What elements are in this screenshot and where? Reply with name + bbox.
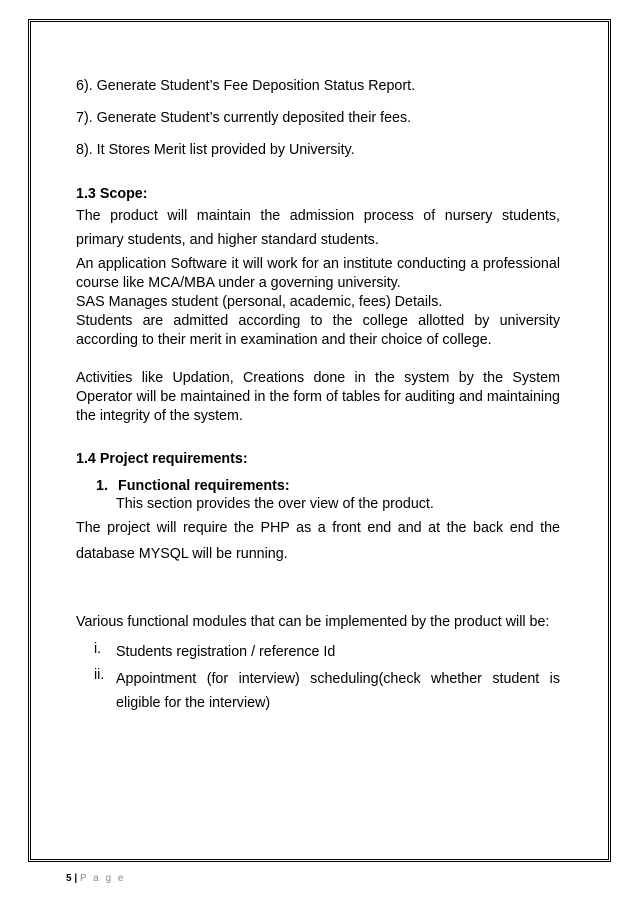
scope-paragraph-2: An application Software it will work for an institute conducting a professional course like MCA/MBA under a governing university. — [76, 256, 560, 291]
scope-heading: 1.3 Scope: — [76, 186, 148, 202]
list-item-8: 8). It Stores Merit list provided by University. — [76, 142, 355, 158]
module-item — [76, 667, 560, 715]
page-number: 5 — [66, 873, 72, 884]
list-item-7: 7). Generate Student’s currently deposited their fees. — [76, 110, 412, 126]
module-text: Appointment (for interview) scheduling(check whether student is eligible for the interview) — [116, 671, 560, 711]
item-title: Functional requirements: — [118, 478, 290, 494]
requirements-heading: 1.4 Project requirements: — [76, 451, 248, 467]
module-text: Students registration / reference Id — [116, 644, 336, 660]
item-description: This section provides the over view of the product. — [116, 496, 434, 512]
page-label: P a g e — [79, 873, 126, 884]
functional-requirements-item — [76, 478, 560, 494]
requirements-paragraph-2: Various functional modules that can be implemented by the product will be: — [76, 614, 550, 630]
module-item — [76, 641, 560, 663]
list-item-6: 6). Generate Student’s Fee Deposition Status Report. — [76, 78, 416, 94]
module-number: ii. — [94, 667, 105, 683]
footer-separator: | — [74, 873, 78, 884]
page-footer — [66, 873, 125, 884]
module-number: i. — [94, 641, 102, 657]
scope-paragraph-5: Activities like Updation, Creations done in the system by the System Operator will be maintained in the form of tables for auditing and maintaining the integrity of the system. — [76, 370, 560, 424]
scope-paragraph-1: The product will maintain the admission process of nursery students, primary students, and higher standard students. — [76, 208, 560, 248]
requirements-paragraph-1: The project will require the PHP as a front end and at the back end the database MYSQL will be running. — [76, 520, 560, 562]
scope-paragraph-4: Students are admitted according to the college allotted by university according to their merit in examination and their choice of college. — [76, 313, 560, 348]
document-body — [76, 75, 560, 715]
item-number: 1. — [96, 478, 108, 494]
scope-paragraph-3: SAS Manages student (personal, academic, fees) Details. — [76, 294, 443, 310]
